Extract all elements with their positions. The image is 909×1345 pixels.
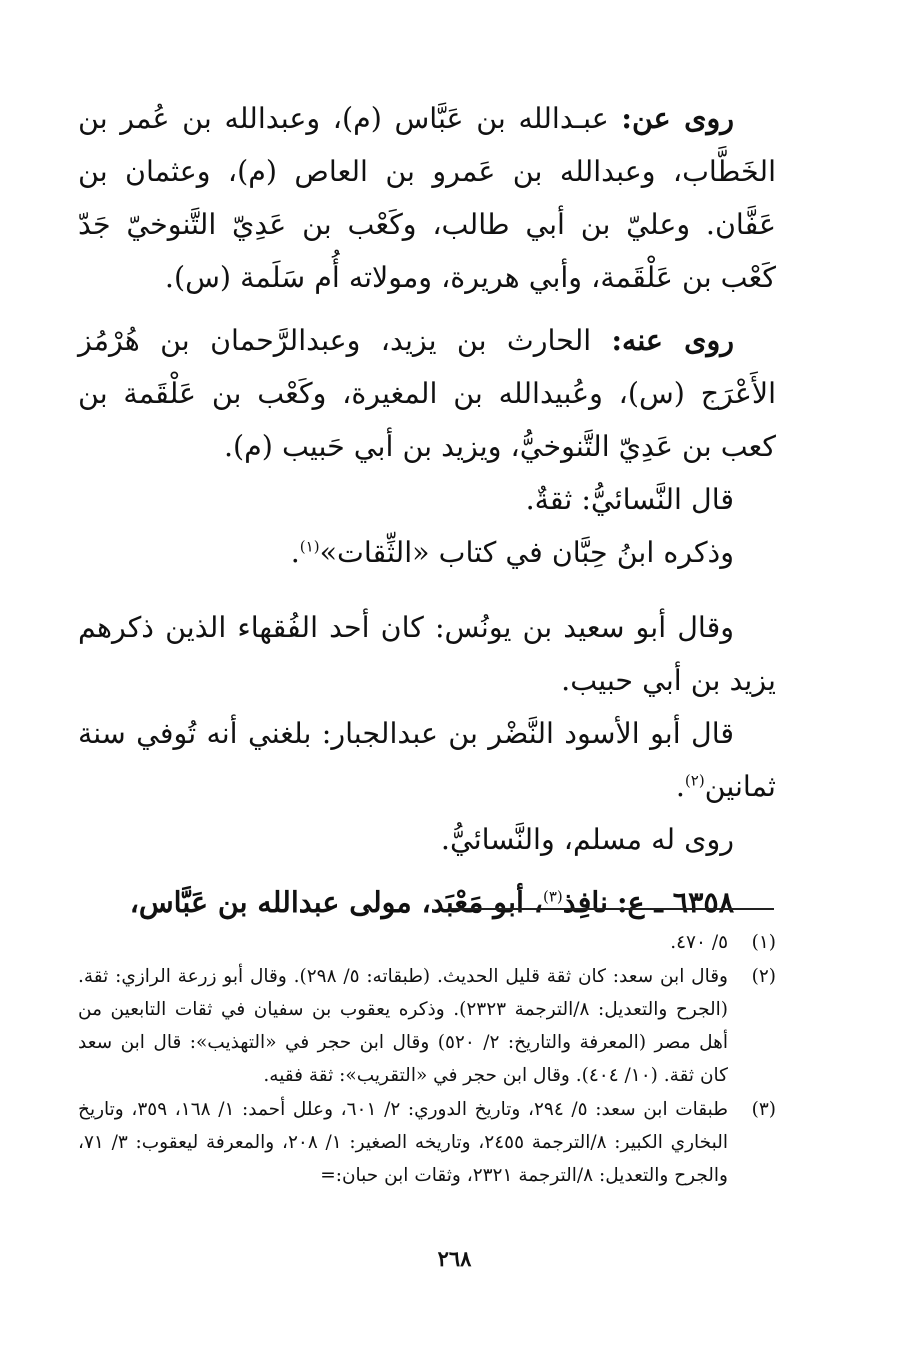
entry-number: ٦٣٥٨ ـ ع:	[617, 885, 734, 919]
narrated-by-paragraph: روى له مسلم، والنَّسائيُّ.	[440, 823, 734, 856]
nasai-paragraph: قال النَّسائيُّ: ثقةٌ.	[525, 483, 734, 516]
narrators-paragraph	[78, 314, 776, 473]
death-end: .	[675, 770, 685, 803]
ibn-hibban-end: .	[290, 536, 300, 569]
narrators-text: الحارث بن يزيد، وعبدالرَّحمان بن هُرْمُز الأَعْرَج (س)، وعُبيدالله بن المغيرة، وكَعْب بن عَلْقَمة بن كعب بن عَدِيّ التَّنوخيُّ، ويزيد بن أبي حَبيب (م).	[78, 324, 776, 463]
entry-name: نافِذ	[562, 885, 608, 919]
footnote-text: طبقات ابن سعد: ٥/ ٢٩٤، وتاريخ الدوري: ٢/ ٦٠١، وعلل أحمد: ١/ ١٦٨، ٣٥٩، وتاريخ البخاري الكبير: ٨/الترجمة ٢٤٥٥، وتاريخه الصغير: ١/ ٢٠٨، والمعرفة ليعقوب: ٣/ ٧١، والجرح والتعديل: ٨/الترجمة ٢٣٢١، وثقات ابن حبان:=	[78, 1099, 728, 1186]
death-paragraph	[78, 707, 776, 813]
death-text: قال أبو الأسود النَّضْر بن عبدالجبار: بلغني أنه تُوفي سنة ثمانين	[78, 717, 776, 803]
footnotes	[78, 926, 776, 1193]
entry-rest: ، أبو مَعْبَد، مولى عبدالله بن عَبَّاس،	[129, 885, 543, 919]
footnote-3	[78, 1093, 776, 1192]
footnote-divider	[448, 908, 774, 910]
narrated-from-paragraph	[78, 92, 776, 304]
footnote-ref-3[interactable]: (٣)	[542, 887, 563, 906]
footnote-text: وقال ابن سعد: كان ثقة قليل الحديث. (طبقاته: ٥/ ٢٩٨). وقال أبو زرعة الرازي: ثقة. (الجرح والتعديل: ٨/الترجمة ٢٣٢٣). وذكره يعقوب بن سفيان في ثقات التابعين من أهل مصر (المعرفة والتاريخ: ٢/ ٥٢٠) وقال ابن حجر في «التهذيب»: قال ابن سعد كان ثقة. (١٠/ ٤٠٤). وقال ابن حجر في «التقريب»: ثقة فقيه.	[78, 966, 729, 1086]
main-text	[78, 92, 776, 929]
ibn-yunus-paragraph: وقال أبو سعيد بن يونُس: كان أحد الفُقهاء الذين ذكرهم يزيد بن أبي حبيب.	[78, 611, 776, 697]
footnote-number: (١)	[751, 932, 776, 953]
entry-heading	[78, 876, 776, 929]
ibn-hibban-paragraph	[78, 526, 776, 579]
page-number: ٢٦٨	[437, 1246, 472, 1271]
footnote-number: (٢)	[751, 966, 776, 987]
narrated-from-text: عبـدالله بن عَبَّاس (م)، وعبدالله بن عُمر بن الخَطَّاب، وعبدالله بن عَمرو بن العاص (م)، وعثمان بن عَفَّان. وعليّ بن أبي طالب، وكَعْب بن عَدِيّ التَّنوخيّ جَدّ كَعْب بن عَلْقَمة، وأبي هريرة، ومولاته أُم سَلَمة (س).	[78, 102, 776, 294]
footnote-1	[78, 926, 776, 959]
ibn-hibban-text: وذكره ابنُ حِبَّان في كتاب «الثِّقات»	[319, 536, 734, 569]
footnote-2	[78, 960, 776, 1092]
footnote-text: ٥/ ٤٧٠.	[670, 932, 728, 953]
footnote-ref-1[interactable]: (١)	[299, 537, 320, 556]
narrated-from-label: روى عن:	[621, 101, 734, 135]
narrators-label: روى عنه:	[611, 323, 734, 357]
footnote-ref-2[interactable]: (٢)	[684, 771, 705, 790]
footnote-number: (٣)	[751, 1099, 776, 1120]
